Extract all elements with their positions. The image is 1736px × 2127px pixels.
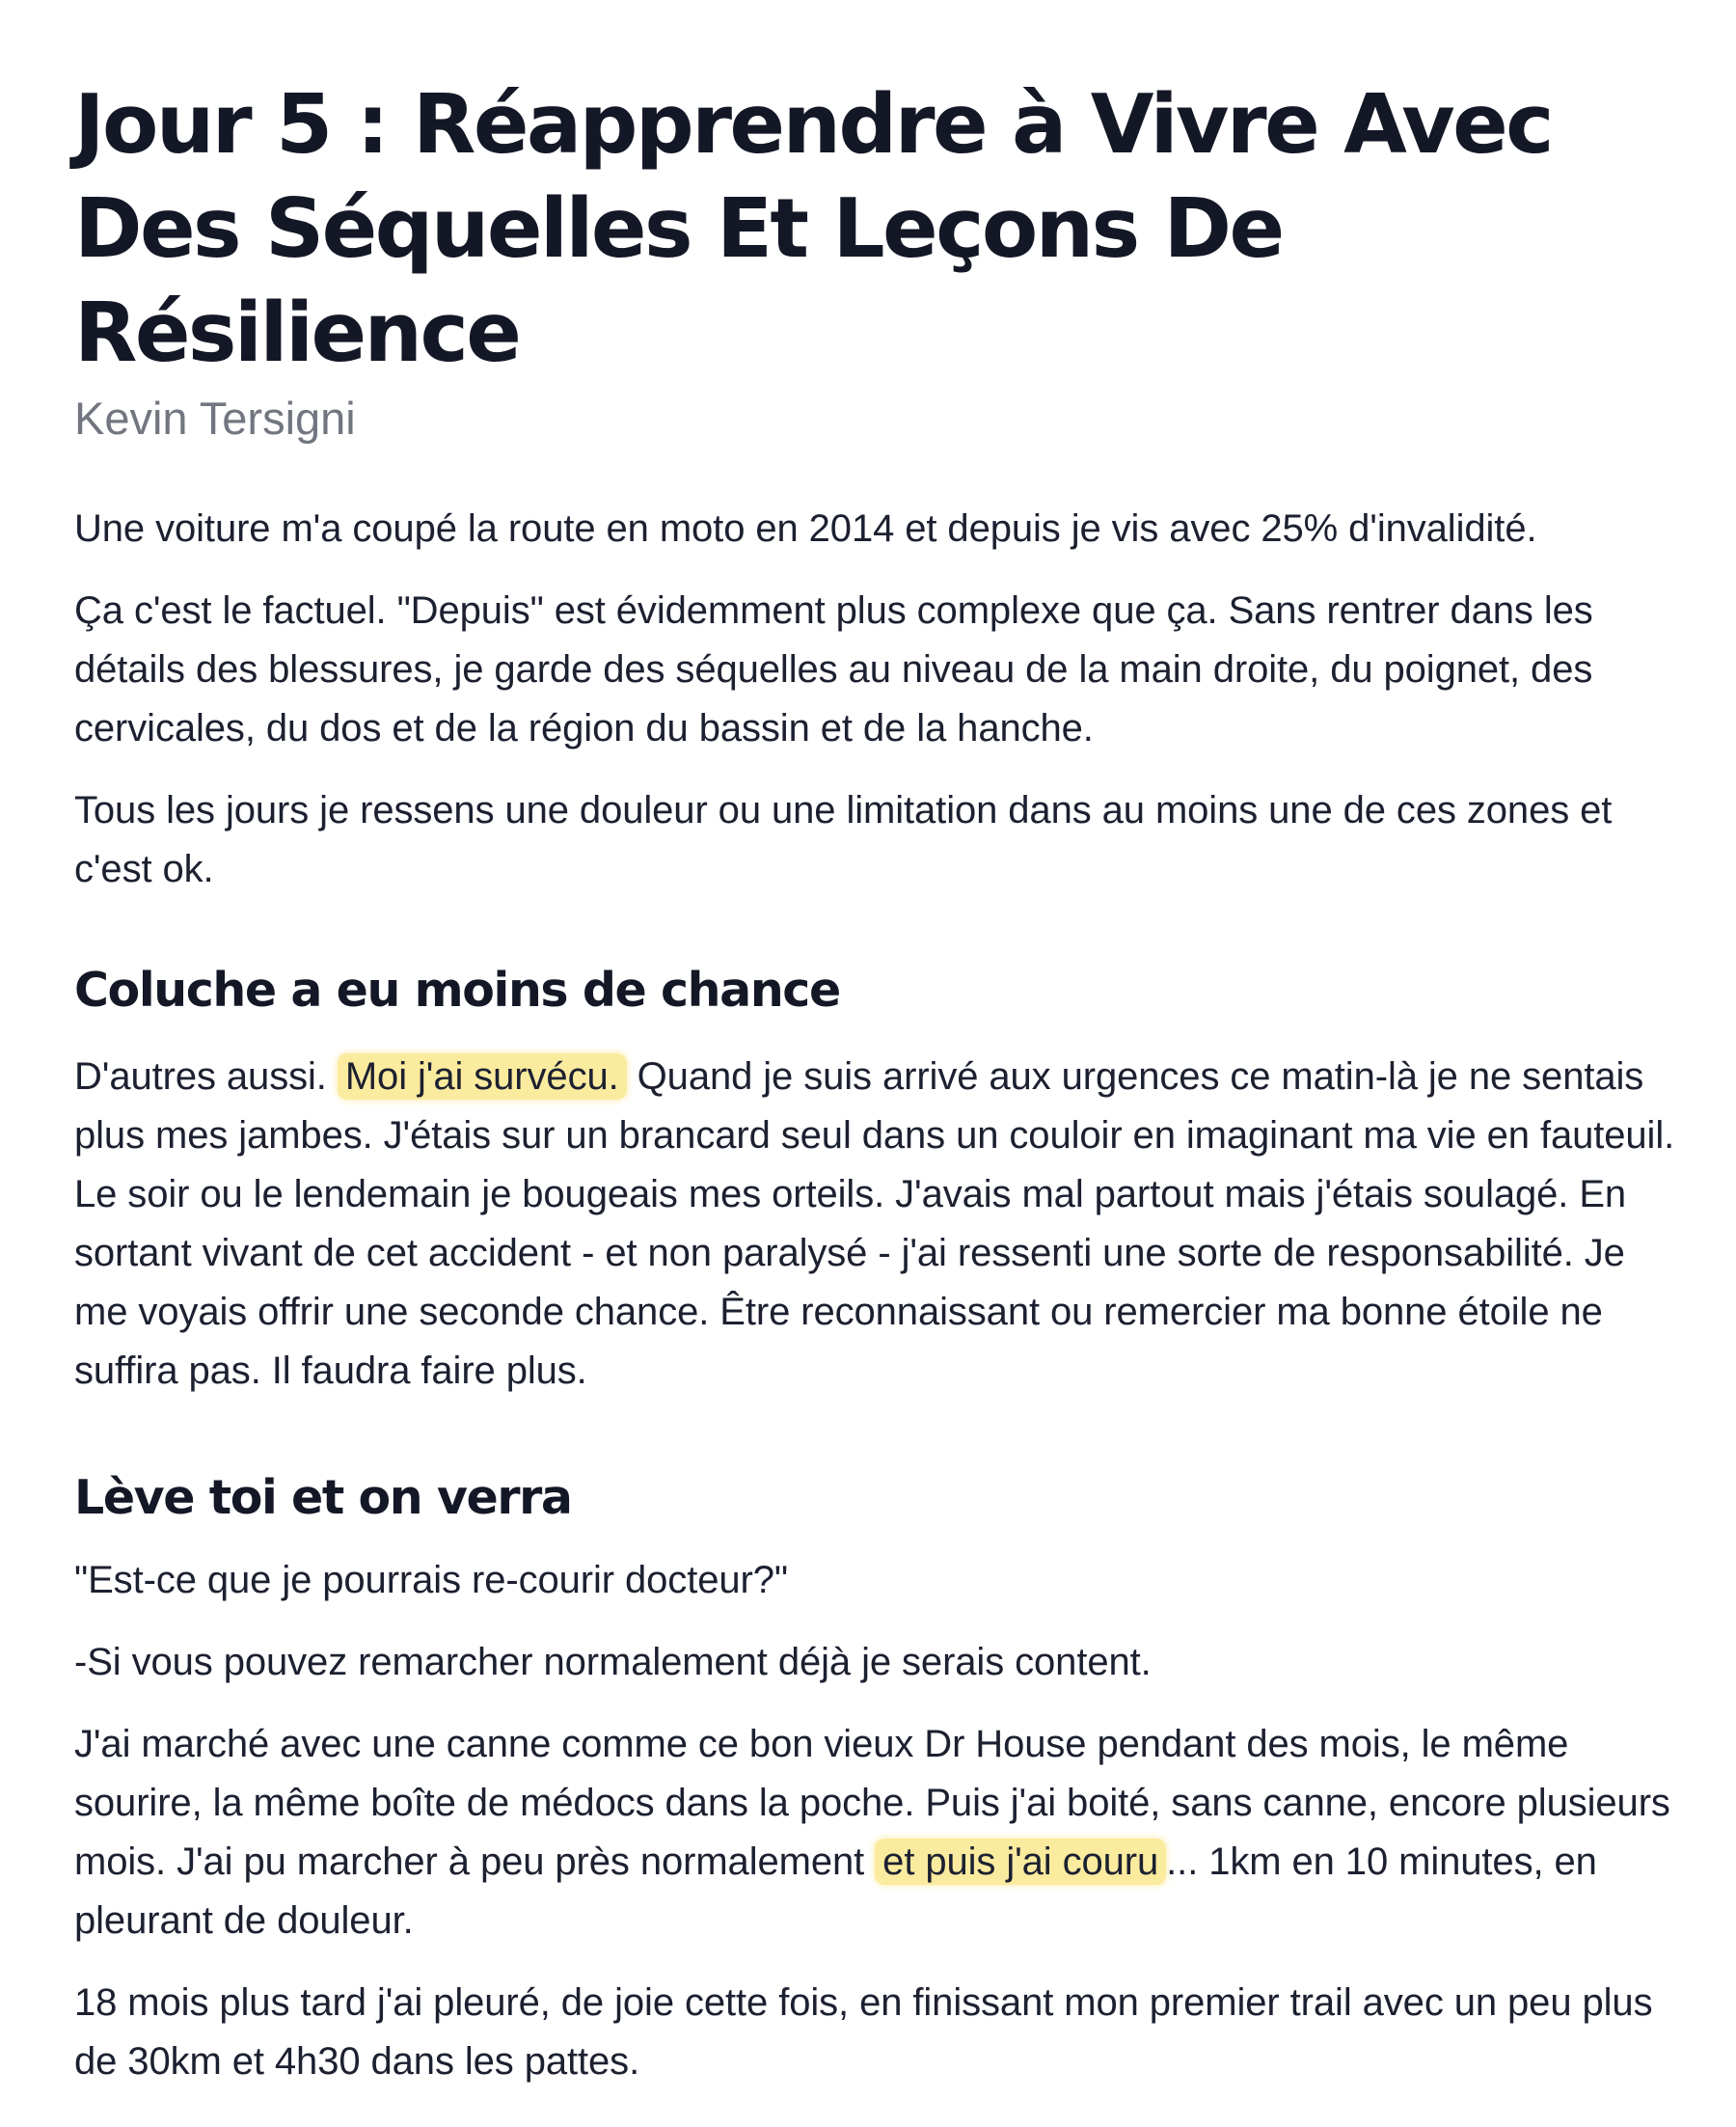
paragraph [74,1048,1675,1401]
paragraph: Ça c'est le factuel. "Depuis" est évidemment plus complexe que ça. Sans rentrer dans les détails des blessures, je garde des séquelles au niveau de la main droite, du poignet, des cervicales, du dos et de la région du bassin et de la hanche. [74,589,1593,750]
text-span: D'autres aussi. [74,1055,338,1098]
section-heading-coluche: Coluche a eu moins de chance [74,963,840,1018]
text-span: Quand je suis arrivé aux urgences ce matin-là je ne sentais plus mes jambes. J'étais sur un brancard seul dans un couloir en imaginant ma vie en fauteuil. Le soir ou le lendemain je bougeais mes orteils. J'avais mal partout mais j'étais soulagé. En sortant vivant de cet accident - et non paralysé - j'ai ressenti une sorte de responsabilité. Je me voyais offrir une seconde chance. Être reconnaissant ou remercier ma bonne étoile ne suffira pas. Il faudra faire plus. [74,1055,1675,1392]
article [74,73,1675,2114]
paragraph: "Est-ce que je pourrais re-courir docteur?" [74,1559,788,1601]
paragraph: Tous les jours je ressens une douleur ou une limitation dans au moins une de ces zones et c'est ok. [74,789,1613,890]
paragraph: -Si vous pouvez remarcher normalement déjà je serais content. [74,1641,1152,1683]
paragraph: Une voiture m'a coupé la route en moto en 2014 et depuis je vis avec 25% d'invalidité. [74,507,1537,550]
paragraph: 18 mois plus tard j'ai pleuré, de joie cette fois, en finissant mon premier trail avec un peu plus de 30km et 4h30 dans les pattes. [74,1981,1653,2083]
text-span: ... 1km en 10 minutes, en pleurant de douleur. [74,1841,1597,1942]
article-title: Jour 5 : Réapprendre à Vivre Avec Des Séquelles Et Leçons De Résilience [74,77,1552,381]
highlighted-text: et puis j'ai couru [875,1839,1166,1885]
highlighted-text: Moi j'ai survécu. [338,1053,627,1100]
text-span: J'ai marché avec une canne comme ce bon vieux Dr House pendant des mois, le même sourire, la même boîte de médocs dans la poche. Puis j'ai boité, sans canne, encore plusieurs mois. J'ai pu marcher à peu près normalement [74,1723,1670,1883]
author-name: Kevin Tersigni [74,393,356,444]
section-heading-leve-toi: Lève toi et on verra [74,1470,572,1525]
paragraph [74,1715,1675,1950]
